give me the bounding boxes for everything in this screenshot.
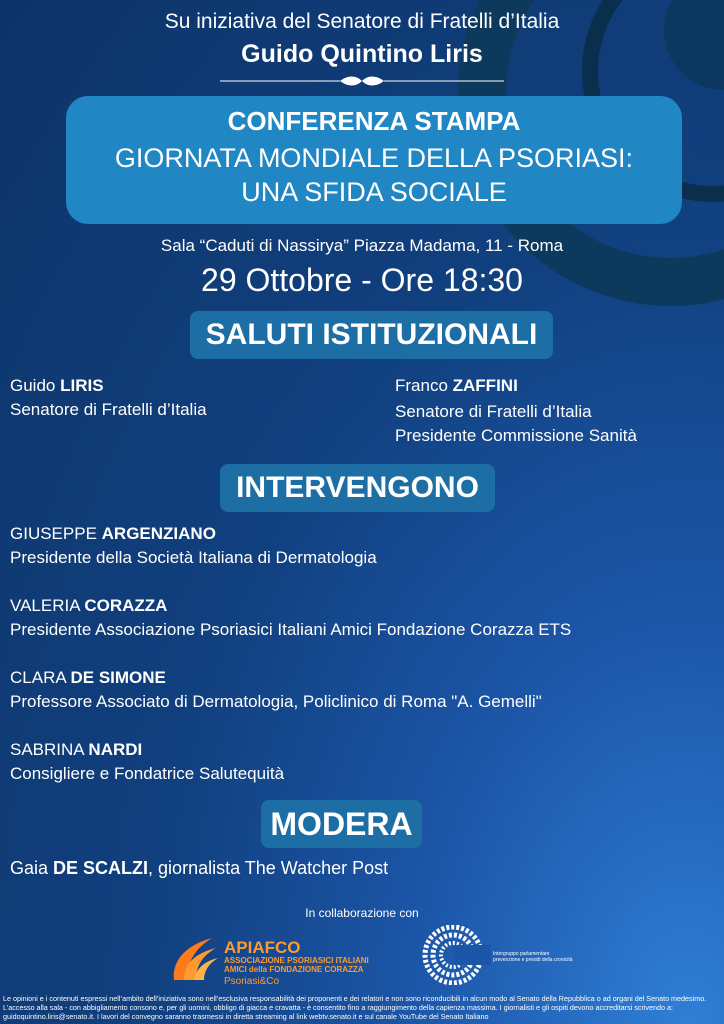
apiafco-line2: AMICI della FONDAZIONE CORAZZA [224, 965, 364, 974]
speaker-role: Professore Associato di Dermatologia, Policlinico di Roma "A. Gemelli" [10, 692, 542, 711]
speaker-first-name: CLARA [10, 668, 71, 687]
speaker-name [10, 666, 542, 690]
speaker-last-name: ARGENZIANO [101, 524, 216, 543]
initiative-intro: Su iniziativa del Senatore di Fratelli d’Italia [164, 10, 560, 33]
apiafco-logo [170, 934, 400, 987]
ornament-divider-icon [220, 74, 504, 88]
apiafco-subtitle: Psoriasi&Co [224, 976, 280, 987]
speaker-last-name: LIRIS [60, 376, 104, 395]
speaker-role: Senatore di Fratelli d’Italia [395, 402, 592, 421]
speaker-last-name: ZAFFINI [452, 376, 518, 395]
intergroup-text: Intergruppo parlamentare prevenzione e presidi della cronicità [493, 951, 573, 963]
moderator-last-name: DE SCALZI [53, 858, 149, 878]
moderator-first-name: Gaia [10, 858, 54, 878]
speaker-last-name: DE SIMONE [70, 668, 166, 687]
conference-title: CONFERENZA STAMPA [227, 106, 521, 136]
intervengono-heading: INTERVENGONO [220, 464, 495, 512]
senator-name: Guido Quintino Liris [241, 40, 483, 68]
apiafco-name: APIAFCO [224, 938, 301, 957]
speaker-role: Presidente Associazione Psoriasici Italiani Amici Fondazione Corazza ETS [10, 620, 572, 639]
speaker-first-name: VALERIA [10, 596, 85, 615]
speaker-first-name: GIUSEPPE [10, 524, 102, 543]
speaker-first-name: Guido [10, 376, 61, 395]
intergroup-logo [415, 925, 573, 985]
speaker-name [10, 738, 284, 762]
speaker-first-name: SABRINA [10, 740, 89, 759]
speaker-name [10, 522, 377, 546]
apiafco-line1: ASSOCIAZIONE PSORIASICI ITALIANI [224, 956, 369, 965]
collaboration-label: In collaborazione con [305, 906, 419, 920]
speaker-name [10, 594, 571, 618]
saluti-heading: SALUTI ISTITUZIONALI [190, 311, 553, 359]
legal-disclaimer: Le opinioni e i contenuti espressi nell’ambito dell’iniziativa sono nell’esclusiva responsabilità dei proponenti e dei relatori e non sono riconducibili in alcun modo al Senato della Repubblica o ad organi del Senato medesimo. L’accesso alla sala - con abbigliamento consono e, per gli uomini, obbligo di giacca e cravatta - è consentito fino a raggiungimento della capienza massima. I giornalisti e gli ospiti devono accreditarsi scrivendo a: guidoquintino.liris@senato.it. I lavori del convegno saranno trasmessi in diretta streaming al link webtv.senato.it e sul canale YouTube del Senato Italiano [3, 994, 707, 1021]
speaker-role: Consigliere e Fondatrice Salutequità [10, 764, 285, 783]
apiafco-flame-icon [170, 934, 220, 982]
parliament-hemicycle-icon [415, 925, 491, 985]
speaker-de-simone [10, 666, 542, 714]
speaker-last-name: NARDI [88, 740, 143, 759]
modera-heading: MODERA [261, 800, 422, 848]
speaker-nardi [10, 738, 284, 786]
conference-box [66, 96, 682, 224]
speaker-name [395, 374, 637, 398]
apiafco-fullname [224, 956, 404, 974]
event-date: 29 Ottobre - Ore 18:30 [201, 262, 523, 298]
speaker-argenziano [10, 522, 377, 570]
moderator [10, 856, 388, 880]
venue: Sala “Caduti di Nassirya” Piazza Madama, 11 - Roma [160, 236, 564, 255]
speaker-role: Senatore di Fratelli d’Italia [10, 400, 207, 419]
speaker-name [10, 374, 207, 398]
speaker-liris [10, 374, 207, 422]
speaker-last-name: CORAZZA [84, 596, 168, 615]
conference-subtitle-line1: GIORNATA MONDIALE DELLA PSORIASI: [114, 143, 634, 173]
moderator-role: , giornalista The Watcher Post [148, 858, 389, 878]
speaker-zaffini [395, 374, 637, 448]
speaker-corazza [10, 594, 571, 642]
speaker-first-name: Franco [395, 376, 453, 395]
conference-subtitle-line2: UNA SFIDA SOCIALE [241, 177, 507, 207]
speaker-role-2: Presidente Commissione Sanità [395, 426, 637, 445]
speaker-role: Presidente della Società Italiana di Dermatologia [10, 548, 377, 567]
